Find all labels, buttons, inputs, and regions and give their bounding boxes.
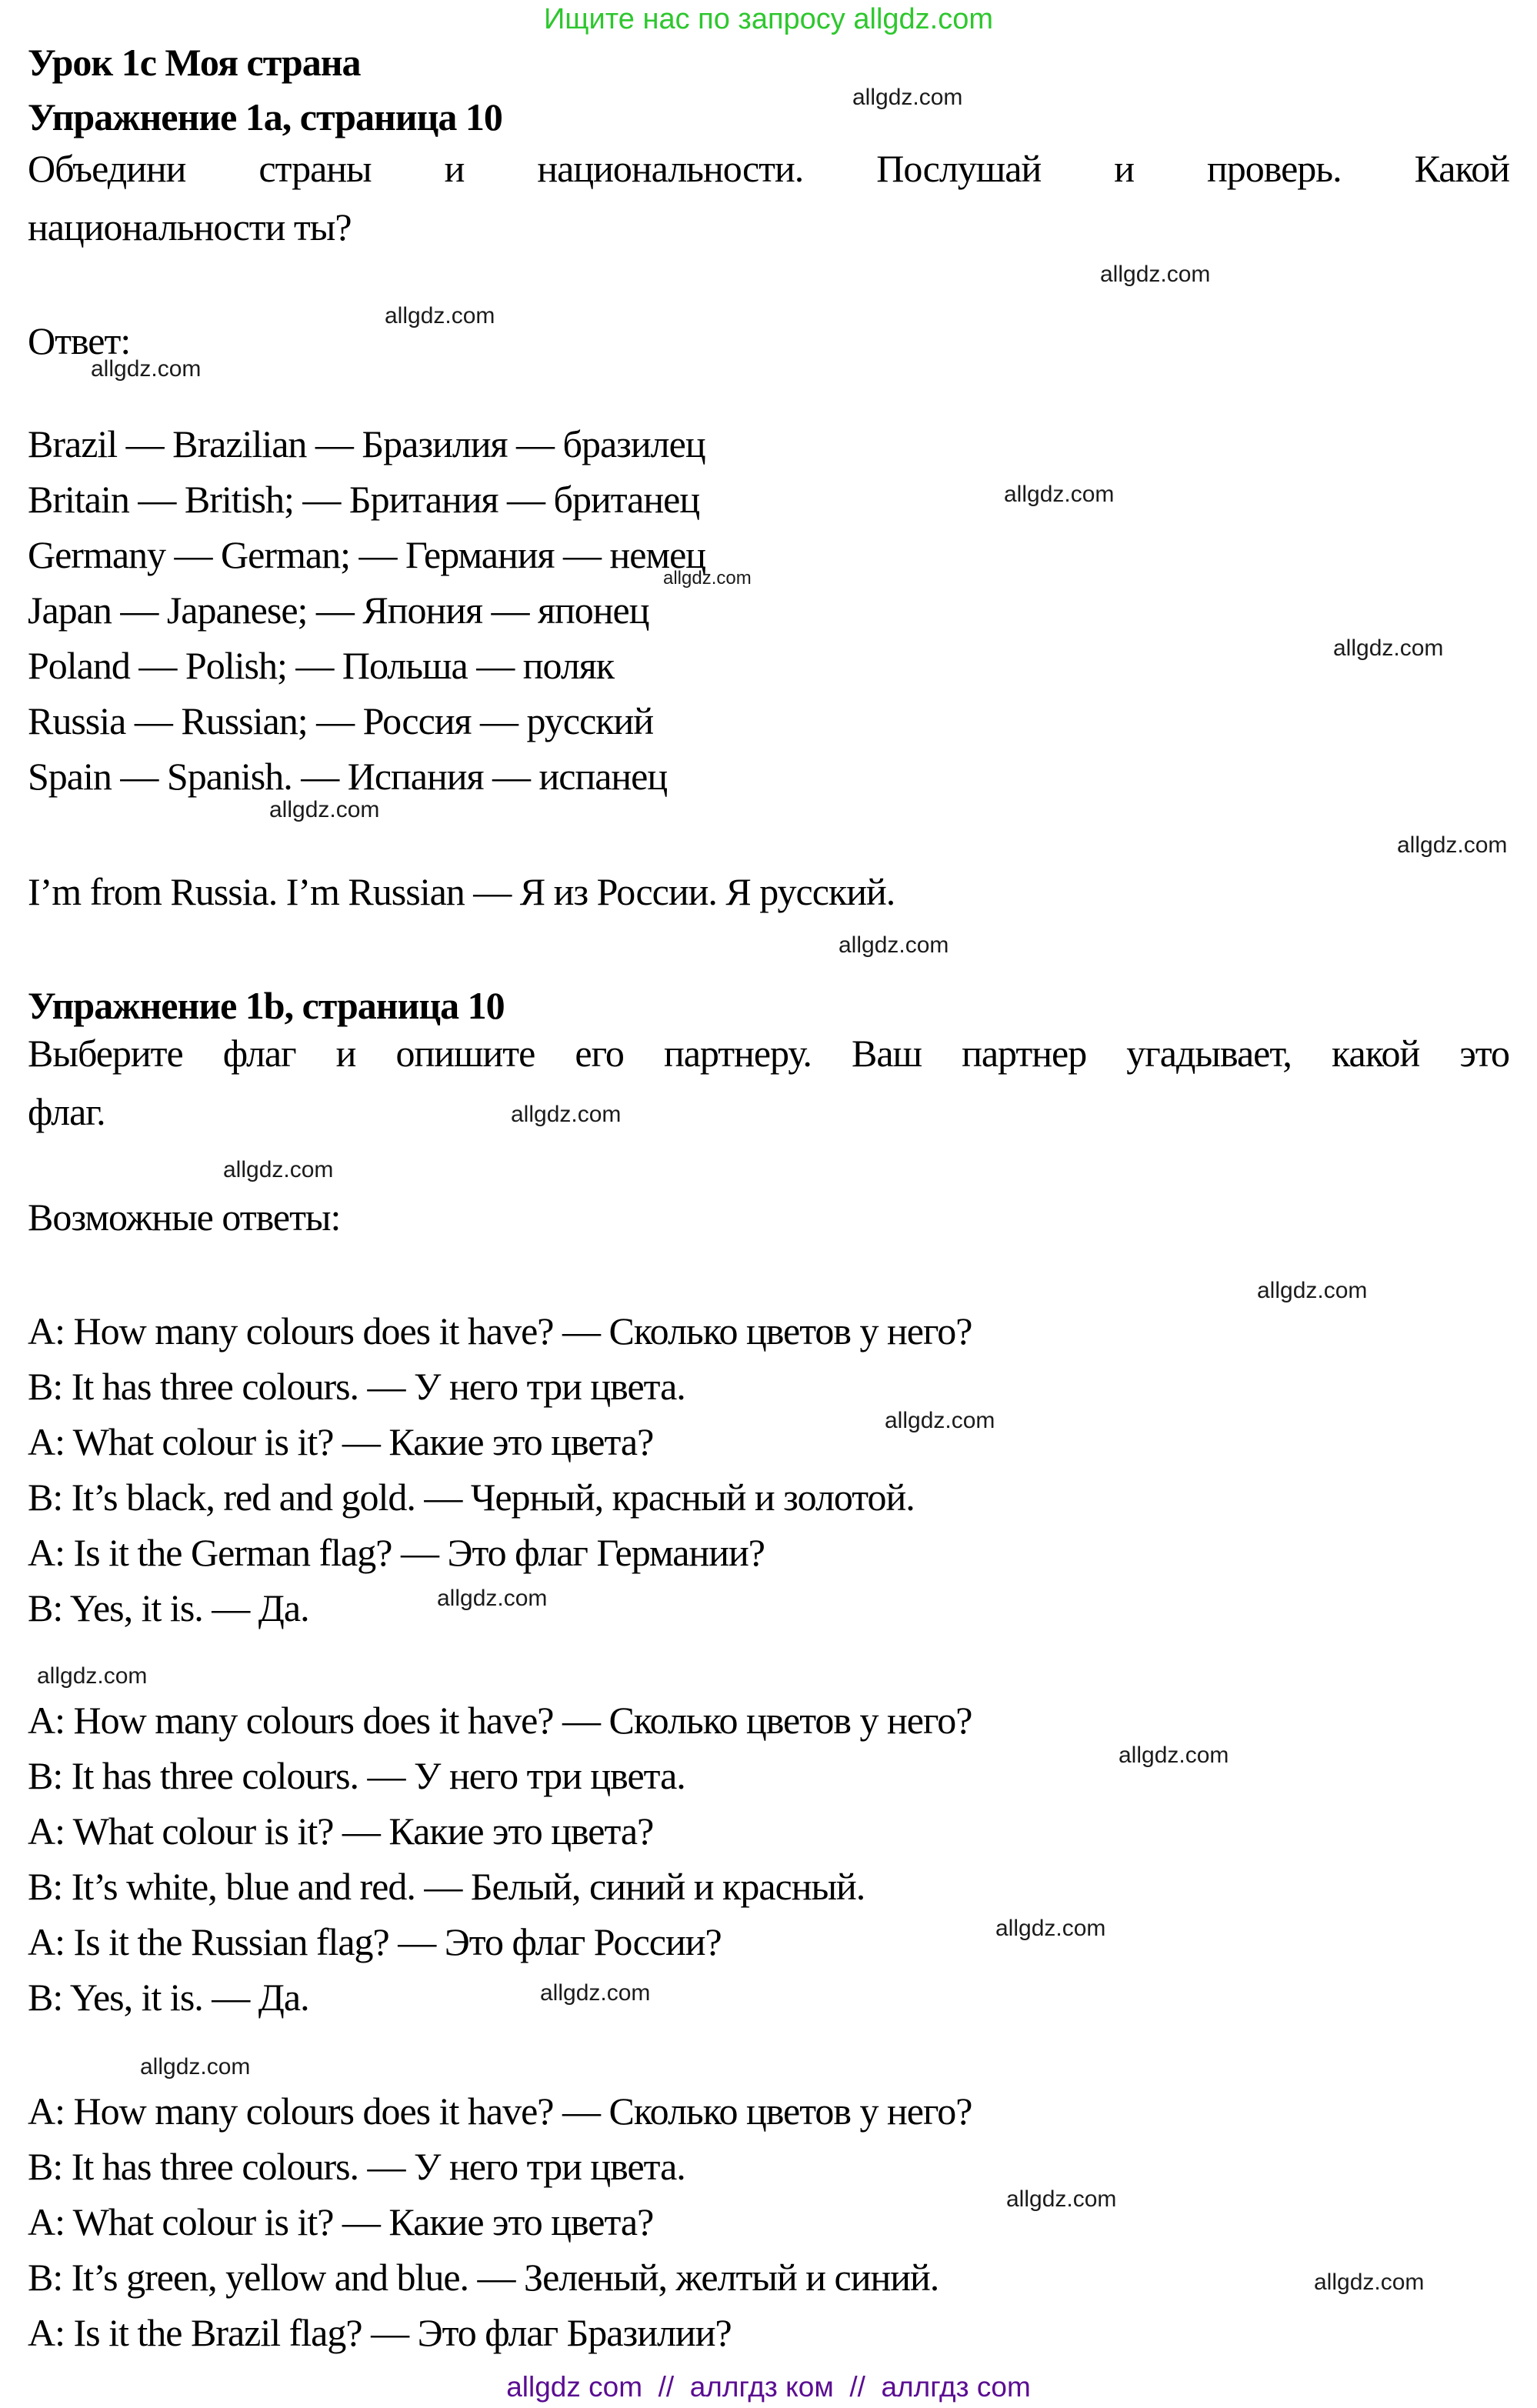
answer-label: Ответ: xyxy=(28,319,131,362)
dialogue-line: A: What colour is it? — Какие это цвета? xyxy=(28,2200,654,2243)
country-pair-line: Germany — German; — Германия — немец xyxy=(28,533,706,576)
country-pair-line: Japan — Japanese; — Япония — японец xyxy=(28,589,649,632)
footer-site-notice: allgdz com // аллгдз ком // аллгдз com xyxy=(506,2371,1031,2403)
dialogue-line: B: Yes, it is. — Да. xyxy=(28,1586,309,1629)
dialogue-line: A: Is it the Brazil flag? — Это флаг Бразилии? xyxy=(28,2311,732,2354)
exercise-1a-heading: Упражнение 1а, страница 10 xyxy=(28,95,502,138)
watermark: allgdz.com xyxy=(1100,262,1211,287)
watermark: allgdz.com xyxy=(1397,832,1508,858)
watermark: allgdz.com xyxy=(1119,1743,1229,1768)
watermark: allgdz.com xyxy=(885,1408,995,1433)
task-1a-line-1: Объедини страны и национальности. Послушай и проверь. Какой xyxy=(28,147,1509,190)
dialogue-line: B: Yes, it is. — Да. xyxy=(28,1976,309,2019)
country-pair-line: Poland — Polish; — Польша — поляк xyxy=(28,644,615,687)
watermark: allgdz.com xyxy=(1333,635,1444,661)
watermark: allgdz.com xyxy=(511,1102,622,1127)
country-pair-line: Spain — Spanish. — Испания — испанец xyxy=(28,755,668,798)
dialogue-line: A: How many colours does it have? — Сколько цветов у него? xyxy=(28,1699,972,1742)
watermark: allgdz.com xyxy=(839,932,949,958)
dialogue-line: B: It’s green, yellow and blue. — Зеленый, желтый и синий. xyxy=(28,2256,939,2299)
top-search-notice: Ищите нас по запросу allgdz.com xyxy=(543,3,993,35)
watermark: allgdz.com xyxy=(91,356,202,382)
possible-answers-label: Возможные ответы: xyxy=(28,1196,341,1239)
watermark: allgdz.com xyxy=(663,568,752,589)
watermark: allgdz.com xyxy=(1004,482,1115,507)
task-1a-line-2: национальности ты? xyxy=(28,205,352,248)
watermark: allgdz.com xyxy=(1257,1278,1368,1303)
dialogue-line: B: It’s white, blue and red. — Белый, синий и красный. xyxy=(28,1865,865,1908)
summary-line: I’m from Russia. I’m Russian — Я из России. Я русский. xyxy=(28,870,895,913)
task-1b-line-1: Выберите флаг и опишите его партнеру. Ваш партнер угадывает, какой это xyxy=(28,1032,1509,1075)
watermark: allgdz.com xyxy=(269,797,380,822)
watermark: allgdz.com xyxy=(852,85,963,110)
dialogue-line: A: Is it the German flag? — Это флаг Германии? xyxy=(28,1531,765,1574)
dialogue-line: A: What colour is it? — Какие это цвета? xyxy=(28,1809,654,1853)
watermark: allgdz.com xyxy=(995,1916,1106,1941)
exercise-1b-heading: Упражнение 1b, страница 10 xyxy=(28,984,505,1027)
lesson-title: Урок 1с Моя страна xyxy=(28,41,361,84)
dialogue-line: B: It’s black, red and gold. — Черный, красный и золотой. xyxy=(28,1476,915,1519)
dialogue-line: A: How many colours does it have? — Сколько цветов у него? xyxy=(28,2089,972,2133)
country-pair-line: Britain — British; — Британия — британец xyxy=(28,478,700,521)
watermark: allgdz.com xyxy=(437,1586,548,1611)
country-pair-line: Russia — Russian; — Россия — русский xyxy=(28,699,654,742)
dialogue-line: B: It has three colours. — У него три цвета. xyxy=(28,1365,685,1408)
task-1b-line-2: флаг. xyxy=(28,1090,105,1133)
dialogue-line: A: Is it the Russian flag? — Это флаг России? xyxy=(28,1920,722,1963)
watermark: allgdz.com xyxy=(140,2054,251,2079)
dialogue-line: A: How many colours does it have? — Сколько цветов у него? xyxy=(28,1309,972,1352)
watermark: allgdz.com xyxy=(1314,2270,1425,2295)
dialogue-line: A: What colour is it? — Какие это цвета? xyxy=(28,1420,654,1463)
watermark: allgdz.com xyxy=(540,1980,651,2006)
watermark: allgdz.com xyxy=(1006,2186,1117,2212)
watermark: allgdz.com xyxy=(385,303,495,329)
dialogue-line: B: It has three colours. — У него три цвета. xyxy=(28,1754,685,1797)
dialogue-line: B: It has three colours. — У него три цвета. xyxy=(28,2145,685,2188)
country-pair-line: Brazil — Brazilian — Бразилия — бразилец xyxy=(28,422,705,465)
watermark: allgdz.com xyxy=(223,1157,334,1182)
watermark: allgdz.com xyxy=(37,1663,148,1689)
